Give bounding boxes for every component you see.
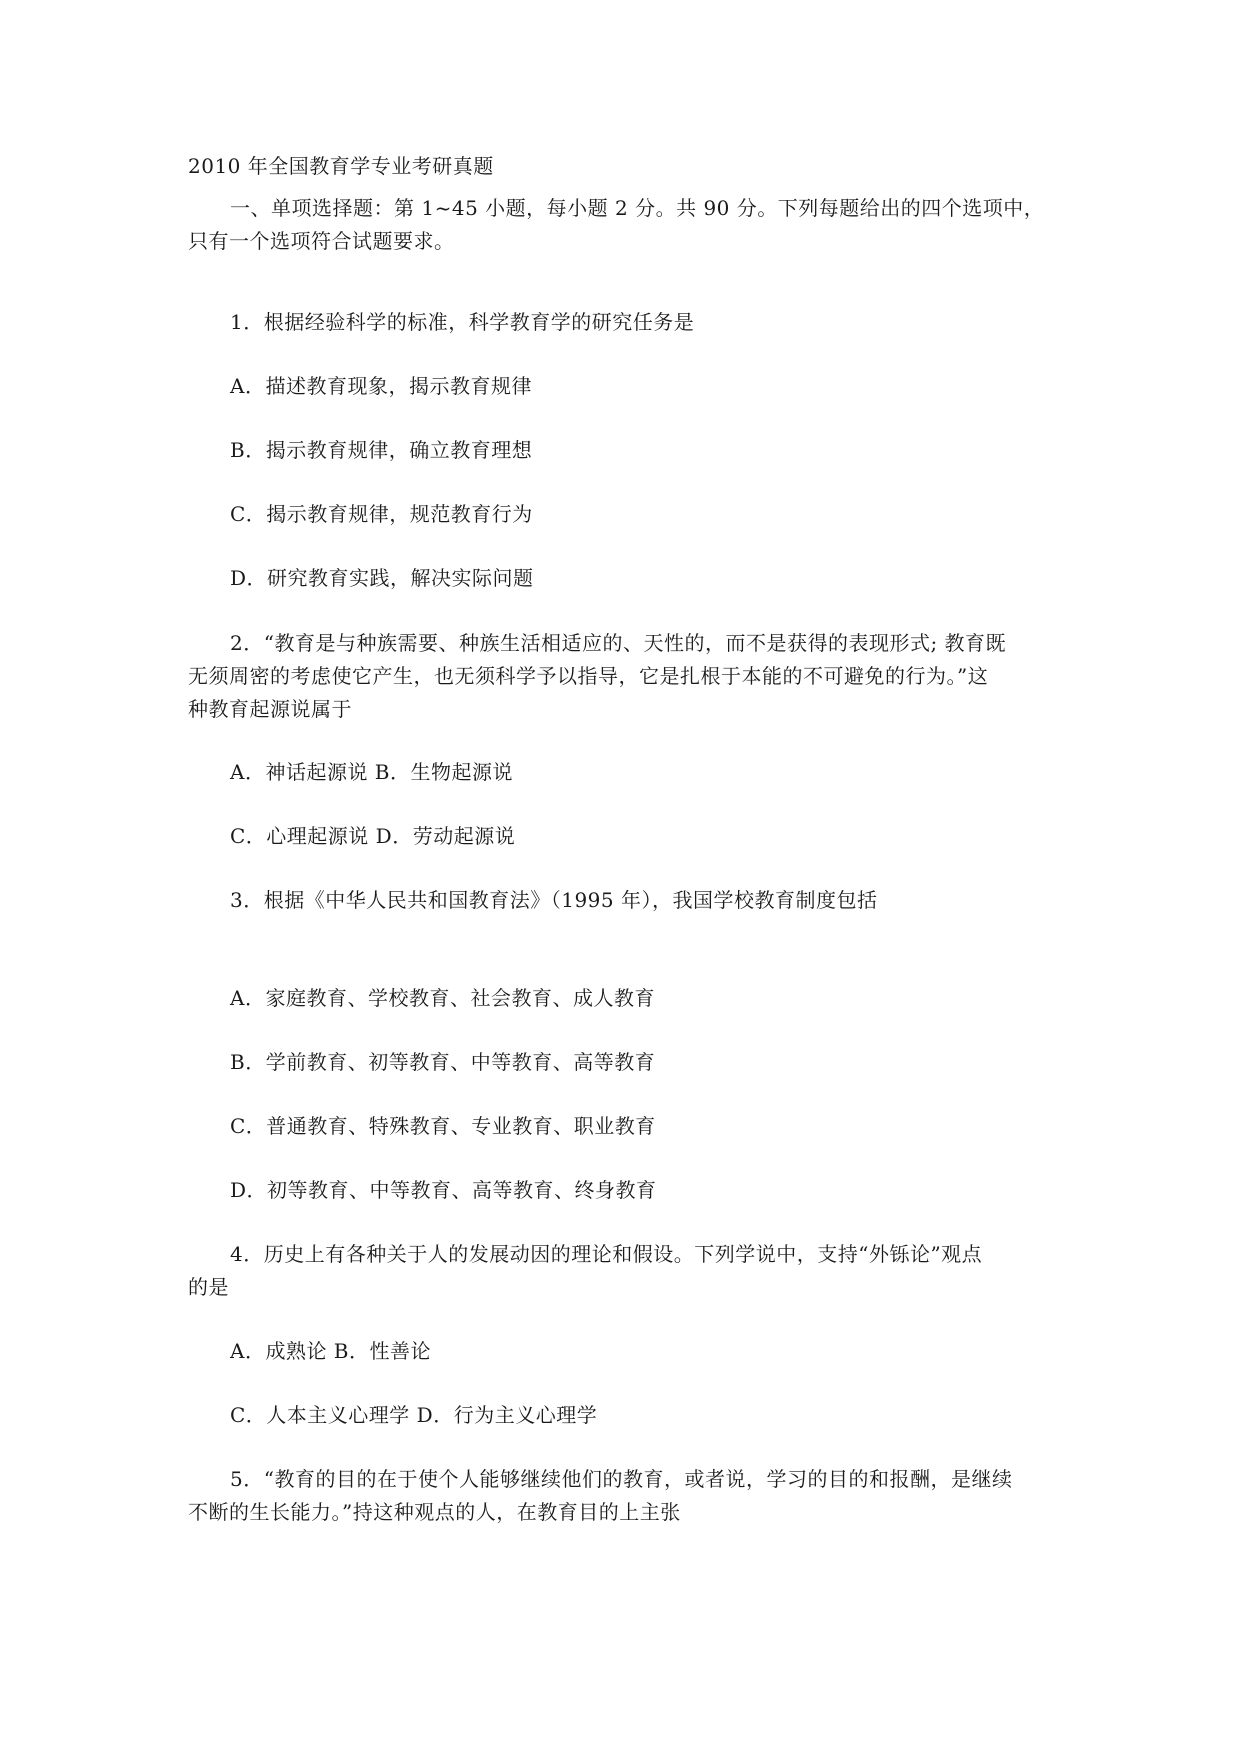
q2-stem-line-1: 2．“教育是与种族需要、种族生活相适应的、天性的，而不是获得的表现形式; 教育既 <box>230 631 1007 655</box>
q4-options-ab: A．成熟论 B．性善论 <box>230 1339 431 1363</box>
q1-option-b: B．揭示教育规律，确立教育理想 <box>230 438 533 462</box>
q1-option-c: C．揭示教育规律，规范教育行为 <box>230 502 533 526</box>
q3-option-c: C．普通教育、特殊教育、专业教育、职业教育 <box>230 1114 656 1138</box>
q2-options-ab: A．神话起源说 B．生物起源说 <box>230 760 513 784</box>
q2-stem-line-3: 种教育起源说属于 <box>188 697 352 721</box>
section-intro-line-2: 只有一个选项符合试题要求。 <box>188 229 455 253</box>
q2-stem-line-2: 无须周密的考虑使它产生，也无须科学予以指导，它是扎根于本能的不可避免的行为。”这 <box>188 664 989 688</box>
q1-option-a: A．描述教育现象，揭示教育规律 <box>230 374 532 398</box>
q3-option-b: B．学前教育、初等教育、中等教育、高等教育 <box>230 1050 656 1074</box>
q1-option-d: D．研究教育实践，解决实际问题 <box>230 566 534 590</box>
q5-stem-line-1: 5．“教育的目的在于使个人能够继续他们的教育，或者说，学习的目的和报酬，是继续 <box>230 1467 1013 1491</box>
q3-option-a: A．家庭教育、学校教育、社会教育、成人教育 <box>230 986 655 1010</box>
q3-option-d: D．初等教育、中等教育、高等教育、终身教育 <box>230 1178 657 1202</box>
q4-stem-line-1: 4．历史上有各种关于人的发展动因的理论和假设。下列学说中，支持“外铄论”观点 <box>230 1242 983 1266</box>
q4-stem-line-2: 的是 <box>188 1275 229 1299</box>
q4-options-cd: C．人本主义心理学 D．行为主义心理学 <box>230 1403 598 1427</box>
document-title: 2010 年全国教育学专业考研真题 <box>188 154 494 178</box>
q3-stem: 3．根据《中华人民共和国教育法》（1995 年），我国学校教育制度包括 <box>230 888 878 912</box>
q1-stem: 1．根据经验科学的标准，科学教育学的研究任务是 <box>230 310 695 334</box>
section-intro-line-1: 一、单项选择题：第 1~45 小题，每小题 2 分。共 90 分。下列每题给出的四个选项中， <box>230 196 1045 220</box>
q2-options-cd: C．心理起源说 D．劳动起源说 <box>230 824 516 848</box>
q5-stem-line-2: 不断的生长能力。”持这种观点的人，在教育目的上主张 <box>188 1500 681 1524</box>
